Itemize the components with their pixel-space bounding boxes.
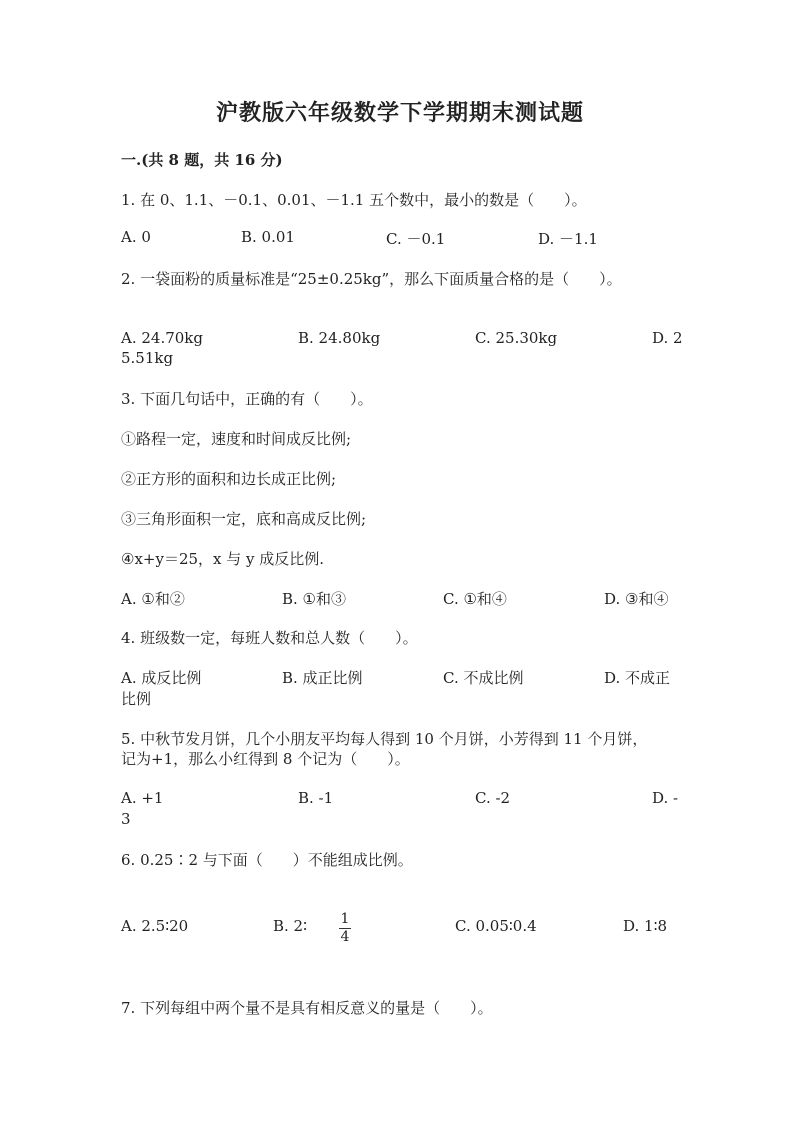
q5-option-d: D. - <box>652 789 679 807</box>
q3-option-d: D. ③和④ <box>604 590 669 608</box>
q1-option-c: C. －0.1 <box>386 230 446 248</box>
q3-statement-1: ①路程一定，速度和时间成反比例; <box>121 430 352 448</box>
q5-option-c: C. -2 <box>475 789 511 807</box>
section-heading: 一.(共 8 题，共 16 分) <box>121 151 283 169</box>
q1-option-b: B. 0.01 <box>241 228 295 246</box>
q3-option-c: C. ①和④ <box>443 590 507 608</box>
question-7-stem: 7. 下列每组中两个量不是具有相反意义的量是（ ）。 <box>121 999 493 1017</box>
q4-option-b: B. 成正比例 <box>282 669 363 687</box>
q1-option-a: A. 0 <box>121 228 151 246</box>
q4-option-a: A. 成反比例 <box>121 669 202 687</box>
q1-option-d: D. －1.1 <box>538 230 598 248</box>
q3-option-a: A. ①和② <box>121 590 185 608</box>
q2-option-d: D. 2 <box>652 329 683 347</box>
q5-option-b: B. -1 <box>298 789 334 807</box>
q3-option-b: B. ①和③ <box>282 590 347 608</box>
question-4-stem: 4. 班级数一定，每班人数和总人数（ ）。 <box>121 629 418 647</box>
q6-option-a: A. 2.5∶20 <box>121 917 189 935</box>
q3-statement-4: ④x+y＝25，x 与 y 成反比例. <box>121 550 325 568</box>
question-6-stem: 6. 0.25∶2 与下面（ ）不能组成比例。 <box>121 851 413 869</box>
question-5-stem-line-1: 5. 中秋节发月饼，几个小朋友平均每人得到 10 个月饼，小芳得到 11 个月饼， <box>121 730 648 748</box>
q2-option-d-wrap: 5.51kg <box>121 349 174 367</box>
fraction-denominator: 4 <box>340 929 350 945</box>
q6-option-c: C. 0.05∶0.4 <box>455 917 537 935</box>
q4-option-c: C. 不成比例 <box>443 669 524 687</box>
page-title: 沪教版六年级数学下学期期末测试题 <box>215 100 584 126</box>
q5-option-a: A. +1 <box>121 789 164 807</box>
q3-statement-3: ③三角形面积一定，底和高成反比例; <box>121 510 367 528</box>
q2-option-a: A. 24.70kg <box>121 329 204 347</box>
q4-option-d-wrap: 比例 <box>121 690 152 708</box>
q5-option-d-wrap: 3 <box>121 810 131 828</box>
q6-option-b-fraction <box>334 911 356 946</box>
question-3-stem: 3. 下面几句话中，正确的有（ ）。 <box>121 390 373 408</box>
fraction-numerator: 1 <box>340 911 350 927</box>
q2-option-b: B. 24.80kg <box>298 329 381 347</box>
q2-option-c: C. 25.30kg <box>475 329 558 347</box>
question-2-stem: 2. 一袋面粉的质量标准是“25±0.25kg”，那么下面质量合格的是（ ）。 <box>121 270 622 288</box>
q4-option-d: D. 不成正 <box>604 669 671 687</box>
q6-option-d: D. 1∶8 <box>623 917 668 935</box>
q6-option-b: B. 2∶ <box>273 917 308 935</box>
question-5-stem-line-2: 记为+1，那么小红得到 8 个记为（ ）。 <box>121 750 410 768</box>
question-1-stem: 1. 在 0、1.1、－0.1、0.01、－1.1 五个数中，最小的数是（ ）。 <box>121 191 587 209</box>
q3-statement-2: ②正方形的面积和边长成正比例; <box>121 470 337 488</box>
